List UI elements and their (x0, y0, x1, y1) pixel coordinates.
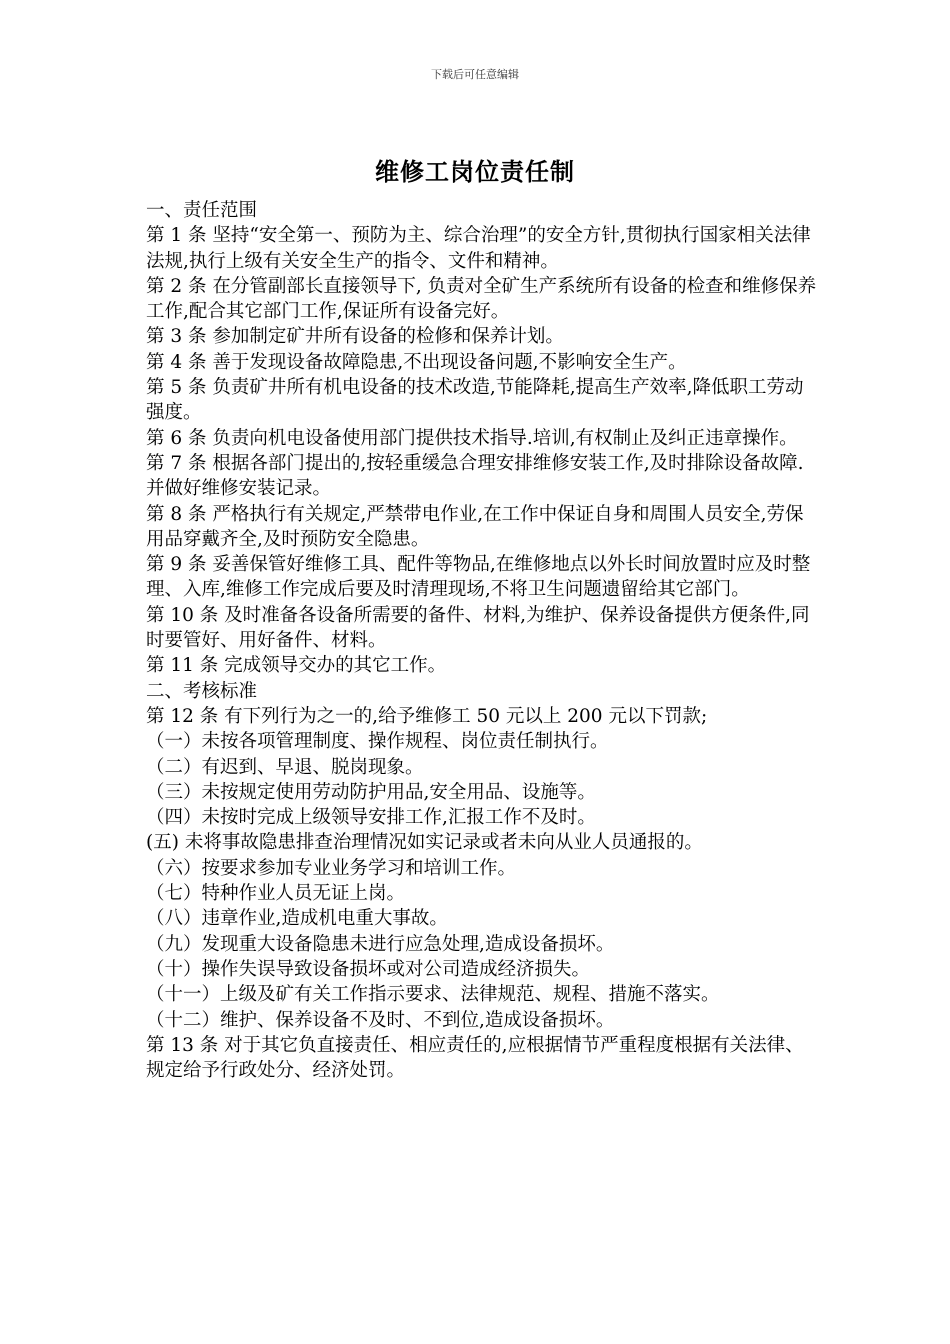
penalty-item-9: （九）发现重大设备隐患未进行应急处理,造成设备损坏。 (146, 933, 615, 955)
penalty-item-12: （十二）维护、保养设备不及时、不到位,造成设备损坏。 (146, 1009, 615, 1031)
article-12: 第 12 条 有下列行为之一的,给予维修工 50 元以上 200 元以下罚款; (146, 705, 708, 727)
article-5: 第 5 条 负责矿井所有机电设备的技术改造,节能降耗,提高生产效率,降低职工劳动强度。 (146, 377, 804, 424)
penalty-item-7: （七）特种作业人员无证上岗。 (146, 883, 406, 905)
article-1: 第 1 条 坚持“安全第一、预防为主、综合治理”的安全方针,贯彻执行国家相关法律法规,执行上级有关安全生产的指令、文件和精神。 (146, 225, 811, 272)
penalty-item-4: （四）未按时完成上级领导安排工作,汇报工作不及时。 (146, 807, 596, 829)
penalty-item-2: （二）有迟到、早退、脱岗现象。 (146, 756, 424, 778)
article-10: 第 10 条 及时准备各设备所需要的备件、材料,为维护、保养设备提供方便条件,同时要管好、用好备件、材料。 (146, 604, 810, 652)
penalty-item-10: （十）操作失误导致设备损坏或对公司造成经济损失。 (146, 958, 591, 980)
article-7: 第 7 条 根据各部门提出的,按轻重缓急合理安排维修安装工作,及时排除设备故障.并做好维修安装记录。 (146, 452, 804, 500)
header-note: 下载后可任意编辑 (431, 68, 519, 81)
article-3: 第 3 条 参加制定矿井所有设备的检修和保养计划。 (146, 326, 564, 348)
article-6: 第 6 条 负责向机电设备使用部门提供技术指导.培训,有权制止及纠正违章操作。 (146, 427, 798, 449)
section-heading-assessment-criteria: 二、考核标准 (146, 680, 258, 702)
section-heading-responsibility-scope: 一、责任范围 (146, 200, 258, 221)
article-8: 第 8 条 严格执行有关规定,严禁带电作业,在工作中保证自身和周围人员安全,劳保用品穿戴齐全,及时预防安全隐患。 (146, 503, 804, 550)
article-13: 第 13 条 对于其它负直接责任、相应责任的,应根据情节严重程度根据有关法律、规定给予行政处分、经济处罚。 (146, 1034, 804, 1082)
document-title: 维修工岗位责任制 (375, 157, 575, 186)
penalty-item-1: （一）未按各项管理制度、操作规程、岗位责任制执行。 (146, 731, 609, 753)
article-2: 第 2 条 在分管副部长直接领导下, 负责对全矿生产系统所有设备的检查和维修保养工作,配合其它部门工作,保证所有设备完好。 (146, 275, 817, 323)
article-4: 第 4 条 善于发现设备故障隐患,不出现设备问题,不影响安全生产。 (146, 351, 687, 373)
article-11: 第 11 条 完成领导交办的其它工作。 (146, 655, 447, 677)
article-9: 第 9 条 妥善保管好维修工具、配件等物品,在维修地点以外长时间放置时应及时整理、入库,维修工作完成后要及时清理现场,不将卫生问题遗留给其它部门。 (146, 554, 811, 601)
penalty-item-8: （八）违章作业,造成机电重大事故。 (146, 908, 448, 930)
penalty-item-5: (五) 未将事故隐患排查治理情况如实记录或者未向从业人员通报的。 (146, 832, 703, 854)
penalty-item-6: （六）按要求参加专业业务学习和培训工作。 (146, 857, 517, 879)
document-body (146, 198, 822, 1083)
penalty-item-3: （三）未按规定使用劳动防护用品,安全用品、设施等。 (146, 781, 596, 803)
penalty-item-11: （十一）上级及矿有关工作指示要求、法律规范、规程、措施不落实。 (146, 984, 720, 1006)
